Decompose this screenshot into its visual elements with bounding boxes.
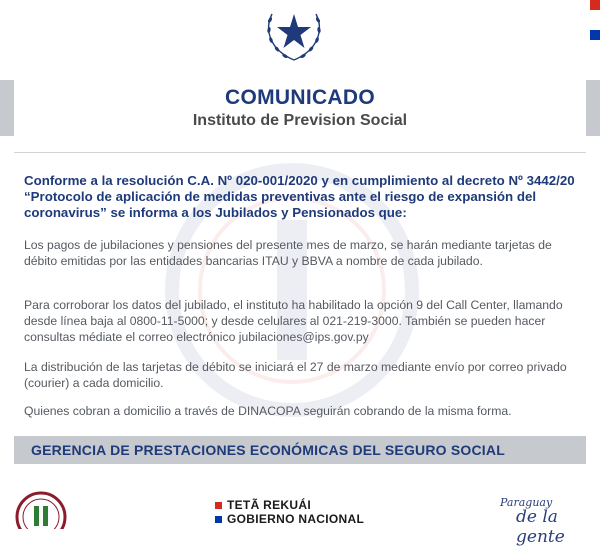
department-name: GERENCIA DE PRESTACIONES ECONÓMICAS DEL SEGURO SOCIAL: [31, 442, 505, 458]
gobierno-nacional-logo: [215, 498, 364, 526]
footer-band: [14, 436, 586, 464]
ips-logo-icon: [14, 490, 68, 529]
communique-body: [14, 152, 586, 458]
call-center-paragraph: Para corroborar los datos del jubilado, el instituto ha habilitado la opción 9 del Call Center, llamando desde línea baja al 0800-11-5000; y desde celulares al 021-219-3000. También se pueden hacer consultas médiate el correo electrónico jubilaciones@ips.gov.py: [24, 298, 563, 344]
national-seal-icon: [258, 0, 330, 66]
paraguay-brand-logo: [500, 496, 600, 547]
brand-line-1: Paraguay: [500, 496, 553, 509]
payment-paragraph: Los pagos de jubilaciones y pensiones del presente mes de marzo, se harán mediante tarjetas de débito emitidas por las entidades bancarias ITAU y BBVA a nombre de cada jubilado.: [24, 238, 552, 268]
page-subtitle: Instituto de Prevision Social: [192, 112, 408, 129]
page-title: COMUNICADO: [225, 86, 375, 109]
flag-strip-icon: [590, 0, 600, 40]
gov-tagline: TETÃ REKUÁI: [227, 498, 311, 512]
intro-paragraph: Conforme a la resolución C.A. Nº 020-001/2020 y en cumplimiento al decreto Nº 3442/20 “Protocolo de aplicación de medidas preventivas ante el riesgo de expansión del coronavirus” se informa a los Jubilados y Pensionados que:: [24, 173, 575, 220]
flag-squares-icon: [215, 516, 222, 523]
dinacopa-paragraph: Quienes cobran a domicilio a través de DINACOPA seguirán cobrando de la misma forma.: [24, 404, 512, 418]
brand-line-2: de la gente: [516, 507, 565, 547]
header-box: [14, 80, 586, 136]
flag-squares-icon: [215, 502, 222, 509]
gov-name: GOBIERNO NACIONAL: [227, 512, 365, 526]
distribution-paragraph: La distribución de las tarjetas de débito se iniciará el 27 de marzo mediante envío por correo privado (courier) a cada domicilio.: [24, 360, 567, 390]
